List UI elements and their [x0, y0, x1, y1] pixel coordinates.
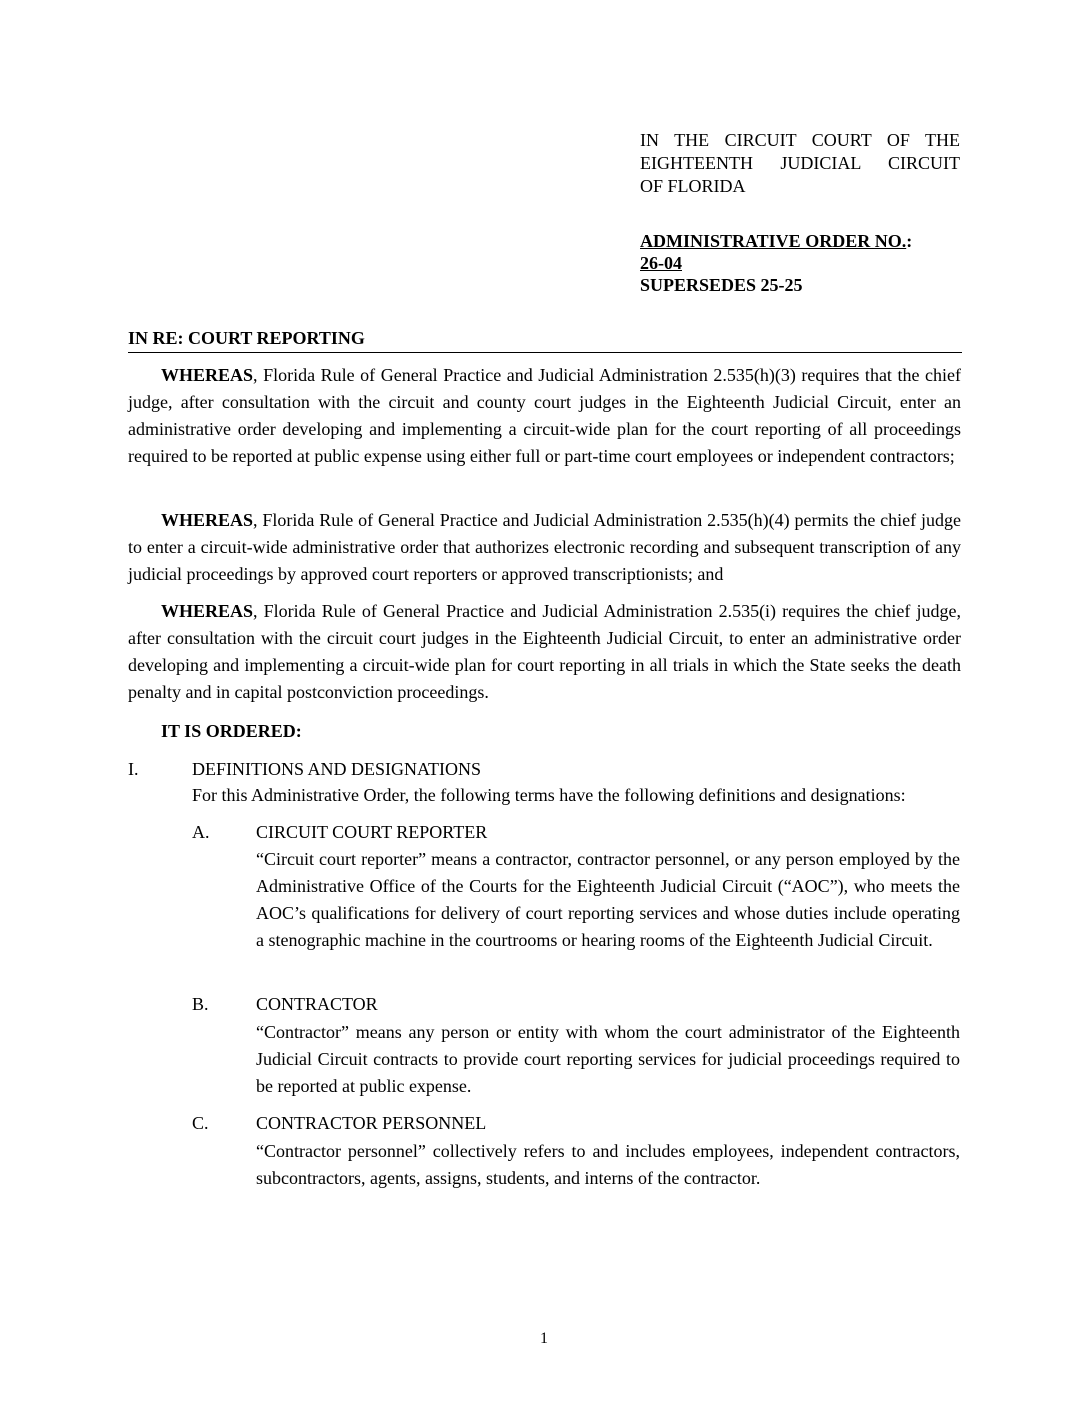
item-body: “Contractor” means any person or entity with whom the court administrator of the Eighteenth Judicial Circuit contracts to provide court reporting services for judicial proceedings required to be reported at public expense.: [256, 1022, 960, 1096]
court-caption-line-2: EIGHTEENTH JUDICIAL CIRCUIT: [640, 153, 960, 173]
whereas-text: , Florida Rule of General Practice and Judicial Administration 2.535(i) requires the chief judge, after consultation with the circuit court judges in the Eighteenth Judicial Circuit, to enter an administrative order developing and implementing a circuit-wide plan for court reporting in all trials in which the State seeks the death penalty and in capital postconviction proceedings.: [128, 601, 961, 702]
whereas-keyword: WHEREAS: [161, 365, 254, 385]
section-intro: For this Administrative Order, the following terms have the following definitions and designations:: [192, 785, 906, 805]
whereas-paragraph-3: [128, 598, 961, 706]
whereas-text: , Florida Rule of General Practice and Judicial Administration 2.535(h)(3) requires that the chief judge, after consultation with the circuit and county court judges in the Eighteenth Judicial Circuit, enter an administrative order developing and implementing a circuit-wide plan for the court reporting of all proceedings required to be reported at public expense using either full or part-time court employees or independent contractors;: [128, 365, 961, 466]
order-number: 26-04: [640, 253, 682, 273]
court-caption: [640, 129, 960, 198]
item-letter: A.: [192, 822, 210, 842]
item-letter: B.: [192, 994, 209, 1014]
order-label-colon: :: [906, 231, 913, 251]
item-body: “Circuit court reporter” means a contractor, contractor personnel, or any person employed by the Administrative Office of the Courts for the Eighteenth Judicial Circuit (“AOC”), who meets the AOC’s qualifications for delivery of court reporting services and whose duties include operating a stenographic machine in the courtrooms or hearing rooms of the Eighteenth Judicial Circuit.: [256, 849, 960, 950]
whereas-paragraph-2: [128, 507, 961, 588]
page-number: 1: [540, 1330, 548, 1347]
whereas-paragraph-1: [128, 362, 961, 470]
item-heading: CONTRACTOR: [256, 994, 378, 1014]
order-number-block: [640, 230, 960, 296]
whereas-keyword: WHEREAS: [161, 510, 254, 530]
section-number: I.: [128, 759, 139, 779]
section-heading: DEFINITIONS AND DESIGNATIONS: [192, 759, 481, 779]
court-caption-line-3: OF FLORIDA: [640, 176, 746, 196]
in-re-heading: IN RE: COURT REPORTING: [128, 327, 962, 353]
order-label: ADMINISTRATIVE ORDER NO.: [640, 231, 907, 251]
supersedes-line: SUPERSEDES 25-25: [640, 275, 803, 295]
item-heading: CIRCUIT COURT REPORTER: [256, 822, 488, 842]
whereas-text: , Florida Rule of General Practice and Judicial Administration 2.535(h)(4) permits the chief judge to enter a circuit-wide administrative order that authorizes electronic recording and subsequent transcription of any judicial proceedings by approved court reporters or approved transcriptionists; and: [128, 510, 961, 584]
whereas-keyword: WHEREAS: [161, 601, 254, 621]
court-caption-line-1: IN THE CIRCUIT COURT OF THE: [640, 130, 960, 150]
item-heading: CONTRACTOR PERSONNEL: [256, 1113, 487, 1133]
item-letter: C.: [192, 1113, 209, 1133]
item-body: “Contractor personnel” collectively refers to and includes employees, independent contractors, subcontractors, agents, assigns, students, and interns of the contractor.: [256, 1141, 960, 1188]
it-is-ordered-heading: IT IS ORDERED:: [161, 721, 302, 741]
